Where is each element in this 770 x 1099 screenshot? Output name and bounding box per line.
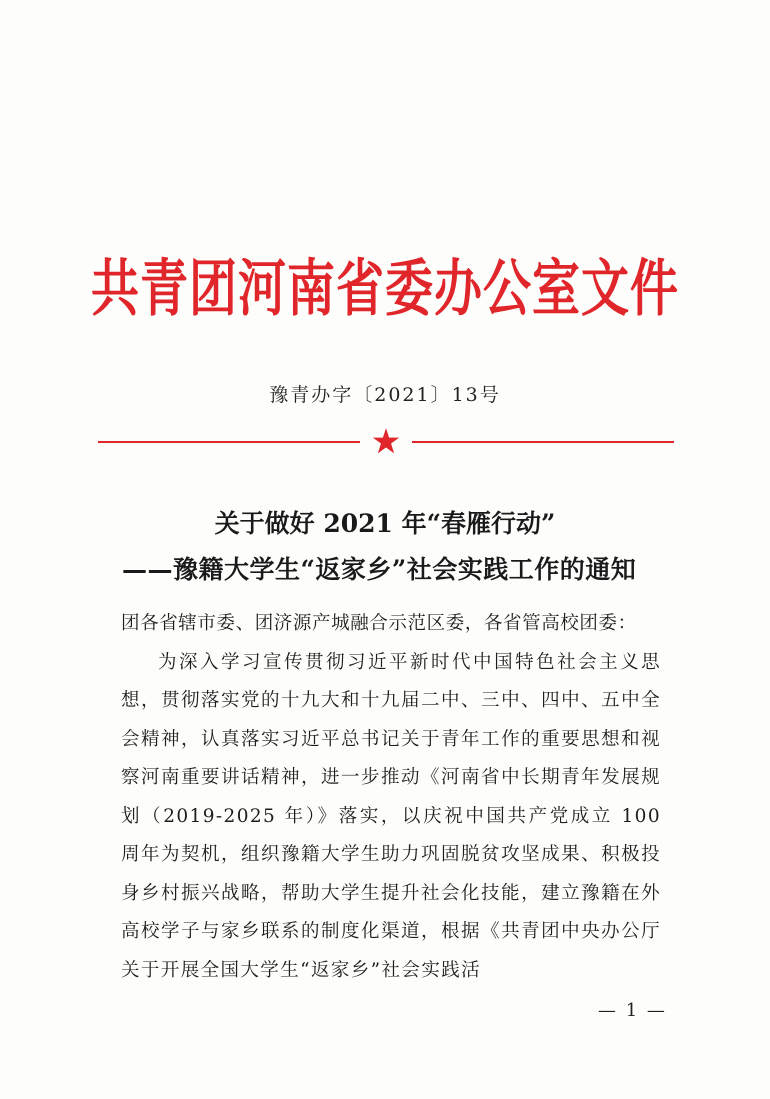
notice-title-line2: ——豫籍大学生“返家乡”社会实践工作的通知 bbox=[122, 555, 637, 584]
salutation: 团各省辖市委、团济源产城融合示范区委，各省管高校团委： bbox=[121, 613, 637, 634]
body-paragraph-1: 为深入学习宣传贯彻习近平新时代中国特色社会主义思想，贯彻落实党的十九大和十九届二中、三中、四中、五中全会精神，认真落实习近平总书记关于青年工作的重要思想和视察河南重要讲话精神，进一步推动《河南省中长期青年发展规划（2019-2025 年）》落实，以庆祝中国共产党成立 100 周年为契机，组织豫籍大学生助力巩固脱贫攻坚成果、积极投身乡村振兴战略，帮助大学生提升社会化技能，建立豫籍在外高校学子与家乡联系的制度化渠道，根据《共青团中央办公厅关于开展全国大学生“返家乡”社会实践活 bbox=[121, 651, 661, 981]
divider-line-right bbox=[412, 441, 674, 443]
divider-line-left bbox=[98, 441, 360, 443]
document-number: 豫青办字〔2021〕13号 bbox=[269, 384, 501, 406]
body-text bbox=[121, 605, 661, 990]
notice-title-line1: 关于做好 2021 年“春雁行动” bbox=[214, 509, 556, 538]
page-number: — 1 — bbox=[598, 1000, 667, 1021]
header-divider bbox=[98, 427, 674, 457]
red-star-icon bbox=[372, 427, 400, 455]
document-header-title: 共青团河南省委办公室文件 bbox=[90, 252, 679, 325]
